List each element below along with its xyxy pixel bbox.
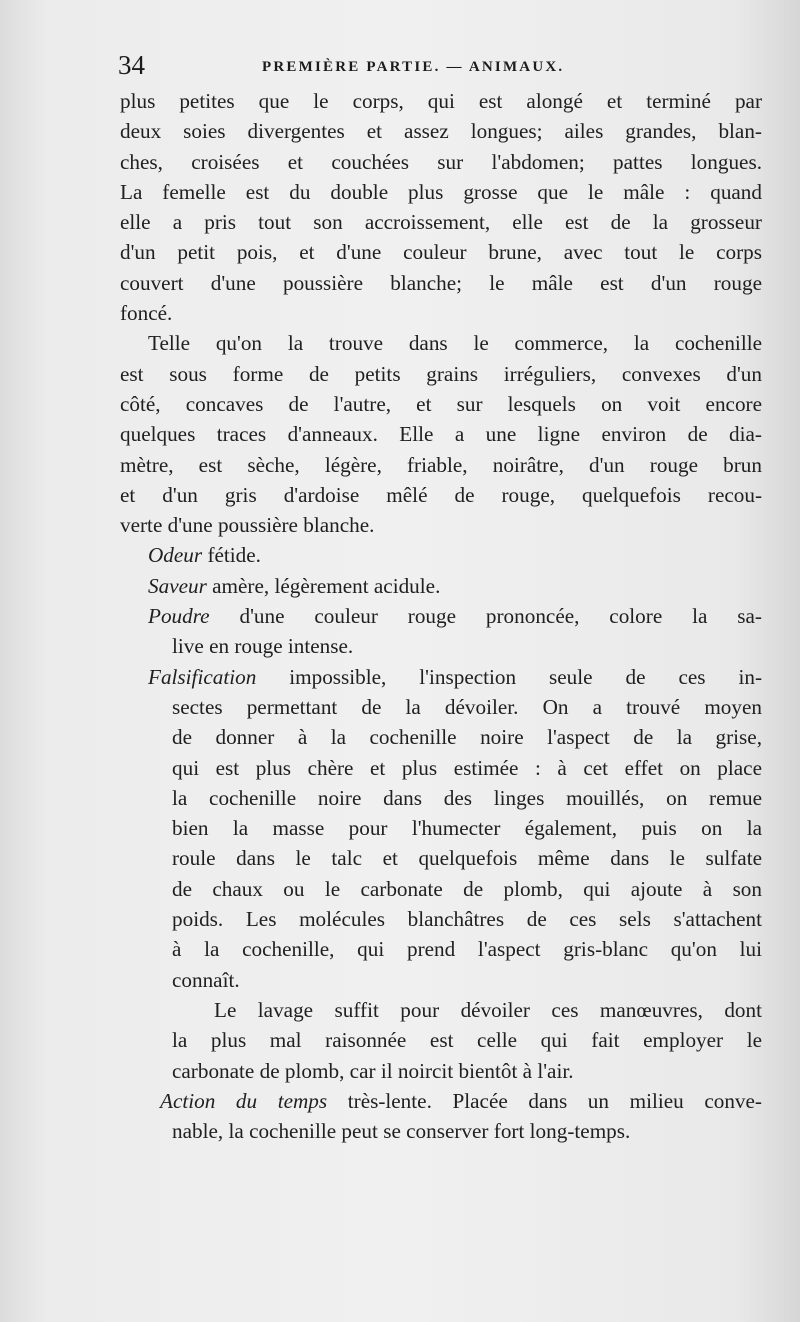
text-line: plus petites que le corps, qui est alongé et terminé par	[120, 89, 762, 113]
text-line	[120, 1086, 762, 1116]
text-line: à la cochenille, qui prend l'aspect gris-blanc qu'on lui	[172, 937, 762, 962]
text-line: de chaux ou le carbonate de plomb, qui ajoute à son	[172, 876, 762, 901]
page-header	[0, 50, 800, 82]
body-text	[120, 86, 762, 1146]
text-line: elle a pris tout son accroissement, elle est de la grosseur	[120, 210, 762, 235]
entry-text: impossible, l'inspection seule de ces in-	[256, 664, 762, 689]
entry-text: fétide.	[202, 543, 261, 568]
paragraph-commerce	[120, 328, 762, 540]
entry-text: d'une couleur rouge prononcée, colore la sa-	[209, 604, 762, 629]
text-line: poids. Les molécules blanchâtres de ces sels s'attachent	[172, 907, 762, 932]
text-line: mètre, est sèche, légère, friable, noirâtre, d'un rouge brun	[120, 452, 762, 477]
entry-poudre	[120, 601, 762, 662]
text-line: bien la masse pour l'humecter également, puis on la	[172, 816, 762, 841]
text-line: de donner à la cochenille noire l'aspect de la grise,	[172, 725, 762, 750]
text-line: d'un petit pois, et d'une couleur brune, avec tout le corps	[120, 240, 762, 265]
text-line: et d'un gris d'ardoise mêlé de rouge, quelquefois recou-	[120, 482, 762, 507]
entry-action-du-temps	[120, 1086, 762, 1147]
entry-text: très-lente. Placée dans un milieu conve-	[327, 1088, 762, 1113]
entry-saveur	[120, 571, 762, 601]
text-line: deux soies divergentes et assez longues; ailes grandes, blan-	[120, 119, 762, 144]
text-line: live en rouge intense.	[172, 634, 354, 659]
entry-term: Saveur	[148, 573, 207, 598]
text-line	[120, 662, 762, 692]
text-line: Telle qu'on la trouve dans le commerce, la cochenille	[148, 331, 762, 356]
text-line	[120, 601, 762, 631]
text-line	[120, 571, 762, 601]
text-line: nable, la cochenille peut se conserver fort long-temps.	[172, 1119, 631, 1144]
text-line: côté, concaves de l'autre, et sur lesquels on voit encore	[120, 391, 762, 416]
text-line: foncé.	[120, 301, 173, 326]
text-line: couvert d'une poussière blanche; le mâle est d'un rouge	[120, 270, 762, 295]
text-line: la cochenille noire dans des linges mouillés, on remue	[172, 785, 762, 810]
entry-term: Action du temps	[160, 1088, 328, 1113]
text-line: connaît.	[172, 967, 240, 992]
text-line: roule dans le talc et quelquefois même dans le sulfate	[172, 846, 762, 871]
entry-falsification	[120, 662, 762, 1086]
entry-odeur	[120, 540, 762, 570]
entry-term: Odeur	[148, 543, 203, 568]
text-line: qui est plus chère et plus estimée : à cet effet on place	[172, 755, 762, 780]
text-line: ches, croisées et couchées sur l'abdomen; pattes longues.	[120, 149, 762, 174]
entry-term: Falsification	[148, 664, 257, 689]
text-line: carbonate de plomb, car il noircit bientôt à l'air.	[172, 1058, 574, 1083]
text-line: verte d'une poussière blanche.	[120, 513, 375, 538]
entry-text: amère, légèrement acidule.	[206, 573, 441, 598]
text-line: Le lavage suffit pour dévoiler ces manœuvres, dont	[214, 997, 762, 1022]
running-title: PREMIÈRE PARTIE. — ANIMAUX.	[262, 59, 565, 75]
text-line: quelques traces d'anneaux. Elle a une ligne environ de dia-	[120, 422, 762, 447]
text-line: sectes permettant de la dévoiler. On a trouvé moyen	[172, 694, 762, 719]
page-number: 34	[118, 50, 145, 80]
text-line: est sous forme de petits grains irréguliers, convexes d'un	[120, 361, 762, 386]
text-line: La femelle est du double plus grosse que le mâle : quand	[120, 179, 762, 204]
text-line	[120, 540, 762, 570]
entry-term: Poudre	[148, 604, 210, 629]
text-line: la plus mal raisonnée est celle qui fait employer le	[172, 1028, 762, 1053]
paragraph-description	[120, 86, 762, 328]
